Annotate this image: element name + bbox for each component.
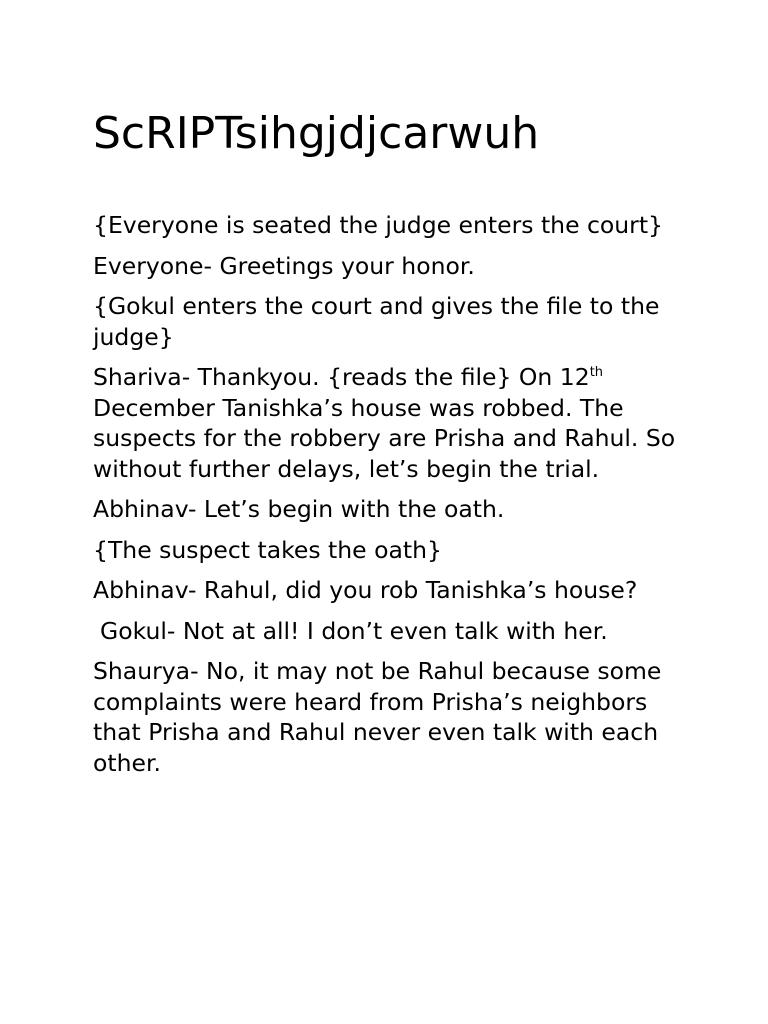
document-title: ScRIPTsihgjdjcarwuh bbox=[93, 108, 540, 159]
stage-direction-gokul-file: {Gokul enters the court and gives the file to the judge} bbox=[93, 292, 660, 351]
dialogue-abhinav-question: Abhinav- Rahul, did you rob Tanishka’s house? bbox=[93, 576, 638, 604]
dialogue-abhinav-oath: Abhinav- Let’s begin with the oath. bbox=[93, 495, 505, 523]
stage-direction-suspect-oath: {The suspect takes the oath} bbox=[93, 535, 442, 564]
dialogue-shaurya-defense: Shaurya- No, it may not be Rahul because some complaints were heard from Prisha’s neighbors that Prisha and Rahul never even talk with each other. bbox=[93, 657, 662, 777]
dialogue-everyone-greeting: Everyone- Greetings your honor. bbox=[93, 251, 475, 280]
dialogue-shariva-reads-file bbox=[93, 362, 683, 484]
ordinal-superscript: th bbox=[589, 365, 604, 380]
dialogue-gokul-denial: Gokul- Not at all! I don’t even talk with her. bbox=[100, 616, 608, 645]
stage-direction-judge-enters: {Everyone is seated the judge enters the court} bbox=[93, 211, 664, 239]
dialogue-shariva-part2: December Tanishka’s house was robbed. The suspects for the robbery are Prisha and Rahul. So without further delays, let’s begin the trial. bbox=[93, 393, 676, 483]
dialogue-shariva-part1: Shariva- Thankyou. {reads the file} On 12 bbox=[93, 363, 590, 391]
document-page bbox=[93, 106, 683, 788]
